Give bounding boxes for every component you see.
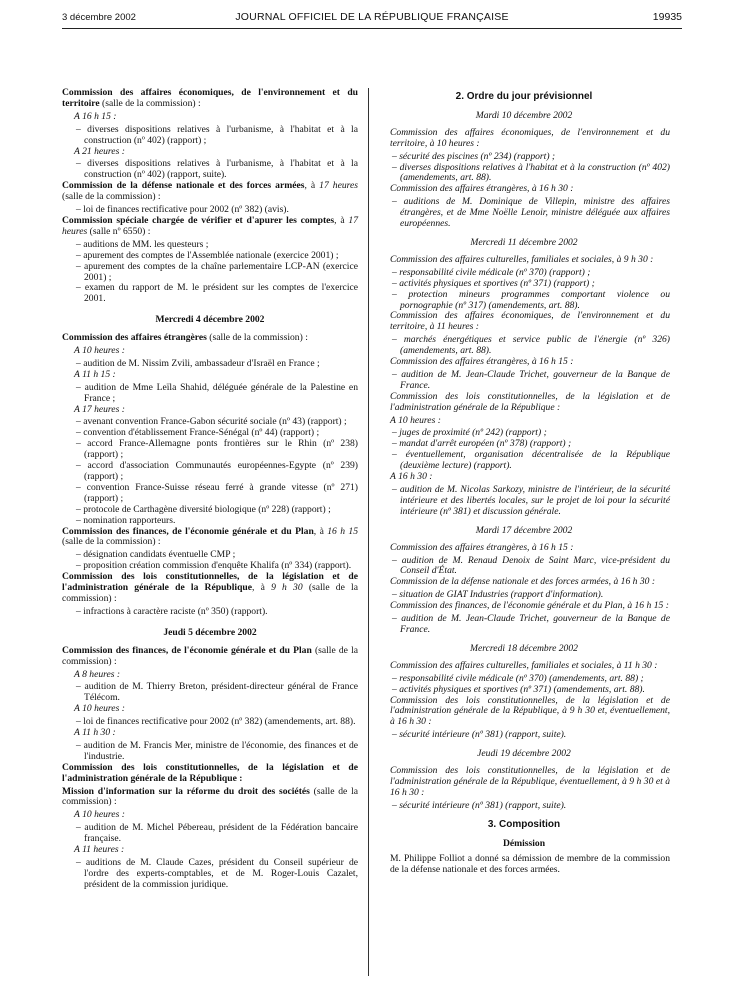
agenda-item: – protection mineurs programmes comportant violence ou pornographie (nº 317) (amendements, art. 88). <box>392 288 670 311</box>
subsection-heading: Démission <box>502 837 546 849</box>
agenda-item: – éventuellement, organisation décentralisée de la République (deuxième lecture) (rapport). <box>392 449 670 472</box>
time-slot: A 16 h 15 : <box>74 110 117 122</box>
day-heading: Mardi 10 décembre 2002 <box>475 109 573 121</box>
agenda-item: – audition de M. Renaud Denoix de Saint Marc, vice-président du Conseil d'État. <box>392 554 670 577</box>
commission-heading: Commission de la défense nationale et des forces armées <box>62 180 305 192</box>
agenda-item: – audition de Mme Leïla Shahid, déléguée générale de la Palestine en France ; <box>76 381 358 404</box>
agenda-item: – audition de M. Michel Pébereau, président de la Fédération bancaire française. <box>76 822 358 845</box>
commission-entry: Commission des affaires économiques, de l'environnement et du territoire (salle de la commission) : <box>62 87 358 109</box>
commission-heading: Commission des affaires étrangères <box>62 332 207 344</box>
commission-entry: Commission des lois constitutionnelles, de la législation et de l'administration générale de la République, à 9 h 30 (salle de la commission) : <box>62 571 358 604</box>
agenda-item: – protocole de Carthagène diversité biologique (nº 228) (rapport) ; <box>76 503 331 515</box>
agenda-item: – diverses dispositions relatives à l'urbanisme, à l'habitat et à la construction (nº 402) (rapport) ; <box>76 123 358 146</box>
agenda-item: – désignation candidats éventuelle CMP ; <box>76 549 236 561</box>
agenda-item: – sécurité intérieure (nº 381) (rapport, suite). <box>392 729 567 741</box>
agenda-item: – apurement des comptes de la chaîne parlementaire LCP-AN (exercice 2001) ; <box>76 260 358 283</box>
journal-title: JOURNAL OFFICIEL DE LA RÉPUBLIQUE FRANÇAISE <box>235 11 509 23</box>
agenda-item: – responsabilité civile médicale (nº 370) (amendements, art. 88) ; <box>392 672 644 684</box>
day-heading: Mardi 17 décembre 2002 <box>475 524 573 536</box>
agenda-item: – audition de M. Thierry Breton, président-directeur général de France Télécom. <box>76 681 358 704</box>
column-divider <box>368 88 369 976</box>
commission-heading: Commission de la défense nationale et des forces armées, à 16 h 30 : <box>390 576 656 588</box>
commission-heading: Commission des affaires économiques, de l'environnement et du territoire, à 11 heures : <box>390 310 670 333</box>
agenda-item: – accord d'association Communautés européennes-Egypte (nº 239) (rapport) ; <box>76 460 358 482</box>
agenda-item: – apurement des comptes de l'Assemblée nationale (exercice 2001) ; <box>76 249 339 261</box>
agenda-item: – loi de finances rectificative pour 2002 (nº 382) (avis). <box>76 204 289 216</box>
time-slot: A 11 h 15 : <box>74 368 116 380</box>
agenda-item: – sécurité intérieure (nº 381) (rapport, suite). <box>392 799 567 811</box>
agenda-item: – situation de GIAT Industries (rapport d'information). <box>392 589 604 601</box>
body-paragraph: M. Philippe Folliot a donné sa démission de membre de la commission de la défense nationale et des forces armées. <box>390 853 670 876</box>
commission-heading: Commission des finances, de l'économie générale et du Plan <box>62 644 312 656</box>
agenda-item: – examen du rapport de M. le président sur les comptes de l'exercice 2001. <box>76 282 358 305</box>
agenda-item: – juges de proximité (nº 242) (rapport) ; <box>392 427 547 439</box>
commission-entry: Commission des affaires étrangères (salle de la commission) : <box>62 332 308 344</box>
commission-heading: Commission des affaires étrangères, à 16 h 30 : <box>390 183 574 195</box>
agenda-item: – diverses dispositions relatives à l'habitat et à la construction (nº 402) (amendements, art. 88). <box>392 161 670 184</box>
left-column <box>62 88 358 891</box>
time-slot: A 16 h 30 : <box>390 471 433 483</box>
commission-entry: Mission d'information sur la réforme du droit des sociétés (salle de la commission) : <box>62 785 358 808</box>
time-slot: A 10 heures : <box>74 345 125 357</box>
commission-heading: Commission des affaires économiques, de l'environnement et du territoire <box>62 87 358 109</box>
agenda-item: – activités physiques et sportives (nº 371) (rapport) ; <box>392 277 595 289</box>
agenda-item: – audition de M. Jean-Claude Trichet, gouverneur de la Banque de France. <box>392 613 670 635</box>
commission-heading: Commission des finances, de l'économie générale et du Plan <box>62 525 314 537</box>
commission-entry: Commission de la défense nationale et des forces armées, à 17 heures (salle de la commission) : <box>62 180 358 203</box>
agenda-item: – auditions de M. Claude Cazes, président du Conseil supérieur de l'ordre des experts-comptables, et de M. Roger-Louis Cazalet, président de la commission juridique. <box>76 857 358 890</box>
agenda-item: – audition de M. Nissim Zvili, ambassadeur d'Israël en France ; <box>76 357 320 369</box>
agenda-item: – convention d'établissement France-Sénégal (nº 44) (rapport) ; <box>76 427 320 439</box>
commission-entry: Commission des finances, de l'économie générale et du Plan (salle de la commission) : <box>62 644 359 667</box>
agenda-item: – infractions à caractère raciste (nº 350) (rapport). <box>76 605 268 617</box>
agenda-item: – auditions de MM. les questeurs ; <box>76 238 209 250</box>
commission-heading: Commission des lois constitutionnelles, de la législation et de l'administration générale de la République, à 9 h 30 et, éventuellement, à 16 h 30 : <box>390 694 670 728</box>
day-heading: Mercredi 4 décembre 2002 <box>155 314 265 326</box>
agenda-item: – auditions de M. Dominique de Villepin, ministre des affaires étrangères, et de Mme Noëlle Lenoir, ministre déléguée aux affaires européennes. <box>392 196 670 230</box>
right-column <box>378 92 670 878</box>
mission-heading: Mission d'information sur la réforme du droit des sociétés <box>62 785 310 797</box>
commission-heading: Commission des lois constitutionnelles, de la législation et de l'administration générale de la République : <box>390 390 670 413</box>
agenda-item: – loi de finances rectificative pour 2002 (nº 382) (amendements, art. 88). <box>76 716 356 728</box>
commission-heading: Commission des lois constitutionnelles, de la législation et de l'administration générale de la République, éventuellement, à 9 h 30 et à 16 h 30 : <box>390 765 670 798</box>
day-heading: Mercredi 18 décembre 2002 <box>470 642 578 654</box>
agenda-item: – mandat d'arrêt européen (nº 378) (rapport) ; <box>392 438 572 450</box>
agenda-item: – sécurité des piscines (nº 234) (rapport) ; <box>392 150 556 162</box>
page-number: 19935 <box>652 11 682 23</box>
agenda-item: – diverses dispositions relatives à l'urbanisme, à l'habitat et à la construction (nº 402) (rapport, suite). <box>76 158 358 181</box>
agenda-item: – audition de M. Nicolas Sarkozy, ministre de l'intérieur, de la sécurité intérieure et des libertés locales, sur le projet de loi pour la sécurité intérieure (nº 381) et discussion générale. <box>392 484 670 517</box>
agenda-item: – avenant convention France-Gabon sécurité sociale (nº 43) (rapport) ; <box>76 416 347 428</box>
agenda-item: – marchés énergétiques et service public de l'énergie (nº 326) (amendements, art. 88). <box>392 334 670 357</box>
agenda-item: – activités physiques et sportives (nº 371) (amendements, art. 88). <box>392 683 645 695</box>
agenda-item: – audition de M. Jean-Claude Trichet, gouverneur de la Banque de France. <box>392 368 670 391</box>
day-heading: Jeudi 19 décembre 2002 <box>477 748 571 760</box>
time-slot: A 10 heures : <box>74 809 125 821</box>
header-rule <box>62 28 682 29</box>
header-date: 3 décembre 2002 <box>62 12 136 23</box>
commission-heading: Commission des affaires étrangères, à 16 h 15 : <box>390 356 574 368</box>
time-slot: A 11 h 30 : <box>74 727 116 739</box>
time-slot: A 10 heures : <box>74 703 125 715</box>
page-header <box>62 10 682 26</box>
agenda-item: – convention France-Suisse réseau ferré à grande vitesse (nº 271) (rapport) ; <box>76 481 358 504</box>
commission-heading: Commission des affaires culturelles, familiales et sociales, à 9 h 30 : <box>390 253 654 265</box>
day-heading: Mercredi 11 décembre 2002 <box>470 236 578 248</box>
agenda-item: – accord France-Allemagne ponts frontières sur le Rhin (nº 238) (rapport) ; <box>76 438 358 461</box>
time-slot: A 11 heures : <box>74 844 125 856</box>
commission-heading: Commission des finances, de l'économie générale et du Plan, à 16 h 15 : <box>390 600 669 612</box>
section-heading: 3. Composition <box>487 818 561 830</box>
time-slot: A 17 heures : <box>74 403 125 415</box>
section-heading: 2. Ordre du jour prévisionnel <box>455 91 593 102</box>
agenda-item: – proposition création commission d'enquête Khalifa (nº 334) (rapport). <box>76 560 352 572</box>
commission-heading: Commission des lois constitutionnelles, de la législation et de l'administration générale de la République : <box>62 761 358 784</box>
commission-heading: Commission spéciale chargée de vérifier et d'apurer les comptes <box>62 214 335 226</box>
commission-heading: Commission des affaires culturelles, familiales et sociales, à 11 h 30 : <box>390 659 658 671</box>
commission-entry: Commission spéciale chargée de vérifier et d'apurer les comptes, à 17 heures (salle nº 6550) : <box>62 214 358 237</box>
commission-entry: Commission des finances, de l'économie générale et du Plan, à 16 h 15 (salle de la commission) : <box>62 525 359 548</box>
commission-heading: Commission des affaires économiques, de l'environnement et du territoire, à 10 heures : <box>390 126 670 149</box>
commission-heading: Commission des lois constitutionnelles, de la législation et de l'administration générale de la République <box>62 571 358 594</box>
commission-heading: Commission des affaires étrangères, à 16 h 15 : <box>390 541 574 553</box>
agenda-item: – audition de M. Francis Mer, ministre de l'économie, des finances et de l'industrie. <box>76 739 358 762</box>
time-slot: A 8 heures : <box>74 668 121 680</box>
time-slot: A 10 heures : <box>390 414 441 426</box>
agenda-item: – responsabilité civile médicale (nº 370) (rapport) ; <box>392 266 591 278</box>
time-slot: A 21 heures : <box>74 145 125 157</box>
agenda-item: – nomination rapporteurs. <box>76 514 176 526</box>
day-heading: Jeudi 5 décembre 2002 <box>163 626 257 638</box>
